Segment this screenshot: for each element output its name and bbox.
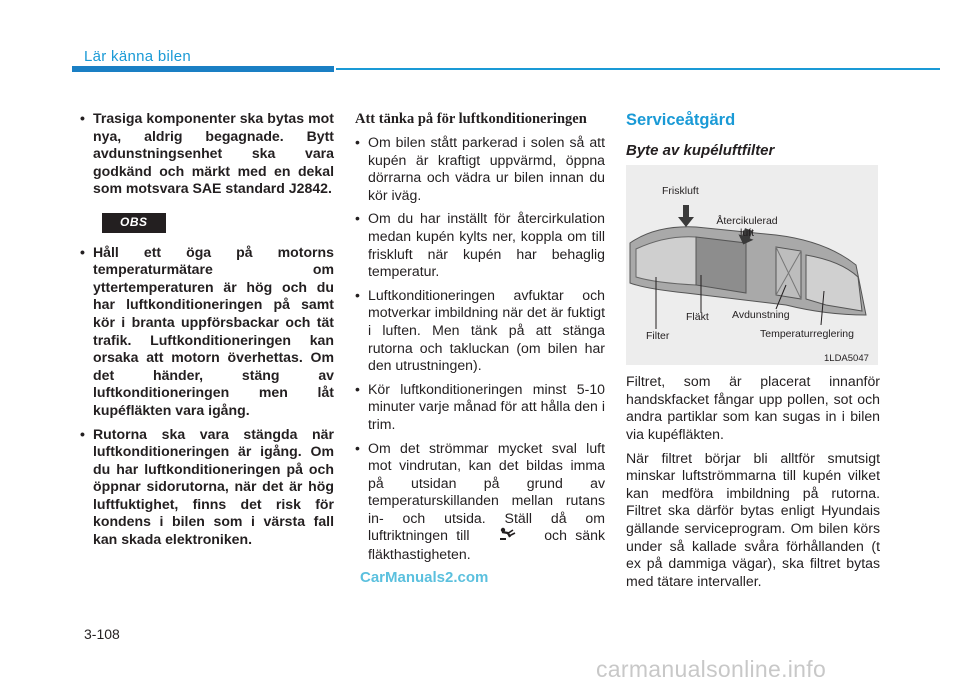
footer-watermark: carmanualsonline.info [596, 656, 827, 682]
label-atercikulerad: Återcikulerad luft [716, 215, 778, 240]
obs-badge: OBS [102, 213, 166, 233]
page-number: 3-108 [84, 626, 120, 642]
list-item: • Rutorna ska vara stängda när luftkonditioneringen är igång. Om du har luftkonditioneringen på och öppnar sidorutorna, när det är hög luftfuktighet, finns det risk för kondens i bilen som i värsta fall kan skada elektroniken. [80, 426, 334, 549]
subsection-title: Byte av kupéluftfilter [626, 141, 775, 159]
section-header: Lär känna bilen [84, 48, 192, 65]
list-item-text-b: och sänk fläkthastigheten. [368, 527, 606, 563]
figure-code: 1LDA5047 [824, 353, 869, 365]
list-item: • Kör luftkonditioneringen minst 5-10 minuter varje månad för att hålla den i trim. [355, 381, 605, 434]
bullet-list-obs [80, 244, 334, 549]
label-temperaturreglering: Temperaturreglering [760, 328, 854, 341]
column-right [626, 110, 880, 596]
list-item [355, 440, 605, 564]
list-item: • Luftkonditioneringen avfuktar och motverkar imbildning när det är fuktigt i luften. Men tänk på att stänga rutorna och takluckan (om bilen har den utrustningen). [355, 287, 605, 375]
bullet-list-left [80, 110, 334, 198]
list-item: • Om du har inställt för återcirkulation medan kupén kylts ner, koppla om till friskluft när kupén har behaglig temperatur. [355, 210, 605, 280]
bullet-list-middle [355, 134, 605, 564]
paragraph: När filtret börjar bli alltför smutsigt minskar luftströmmarna till kupén vilket kan medföra imbildning på rutorna. Filtret ska därför bytas enligt Hyundais gällande serviceprogram. Om bilen körs under så kallade svåra förhållanden (t ex på dammiga vägar), ska filtret bytas med tätare intervaller. [626, 449, 880, 589]
label-filter: Filter [646, 330, 670, 343]
section-subtitle: Att tänka på för luftkonditioneringen [355, 111, 587, 127]
list-item: • Om bilen stått parkerad i solen så att kupén är kraftigt uppvärmd, öppna dörrarna och vädra ur bilen innan du kör iväg. [355, 134, 605, 204]
header-rule-dark [72, 66, 334, 72]
list-item: • Håll ett öga på motorns temperaturmätare om yttertemperaturen är hög och du har luftkonditioneringen på samt kör i branta uppförsbackar och tät trafik. Luftkonditioneringen kan orsaka att motorn överhettas. Om det händer, stäng av luftkonditioneringen men låt kupéfläkten vara igång. [80, 244, 334, 420]
fresh-air-arrow-icon [678, 205, 694, 227]
list-item-text-a: Om det strömmar mycket sval luft mot vindrutan, kan det bildas imma på utsidan på grund av temperaturskillanden mellan rutans in- och utsida. Ställ då om luftriktningen till [368, 439, 605, 544]
label-avdunstning: Avdunstning [732, 309, 790, 322]
defrost-floor-mode-icon [498, 527, 516, 546]
list-item: • Trasiga komponenter ska bytas mot nya, aldrig begagnade. Bytt avdunstningsenhet ska vara godkänd och märkt med en dekal som motsvara SAE standard J2842. [80, 110, 334, 198]
label-friskluft: Friskluft [662, 185, 699, 198]
section-title: Serviceåtgärd [626, 111, 736, 129]
column-left [80, 110, 334, 555]
header-rule-light [336, 68, 940, 70]
label-flakt: Fläkt [686, 311, 709, 324]
paragraph: Filtret, som är placerat innanför handskfacket fångar upp pollen, sot och andra partiklar som kan sugas in i bilen via kupéfläkten. [626, 373, 880, 442]
filter-diagram [626, 165, 878, 365]
column-middle [355, 110, 605, 570]
watermark-link[interactable]: CarManuals2.com [360, 569, 489, 586]
